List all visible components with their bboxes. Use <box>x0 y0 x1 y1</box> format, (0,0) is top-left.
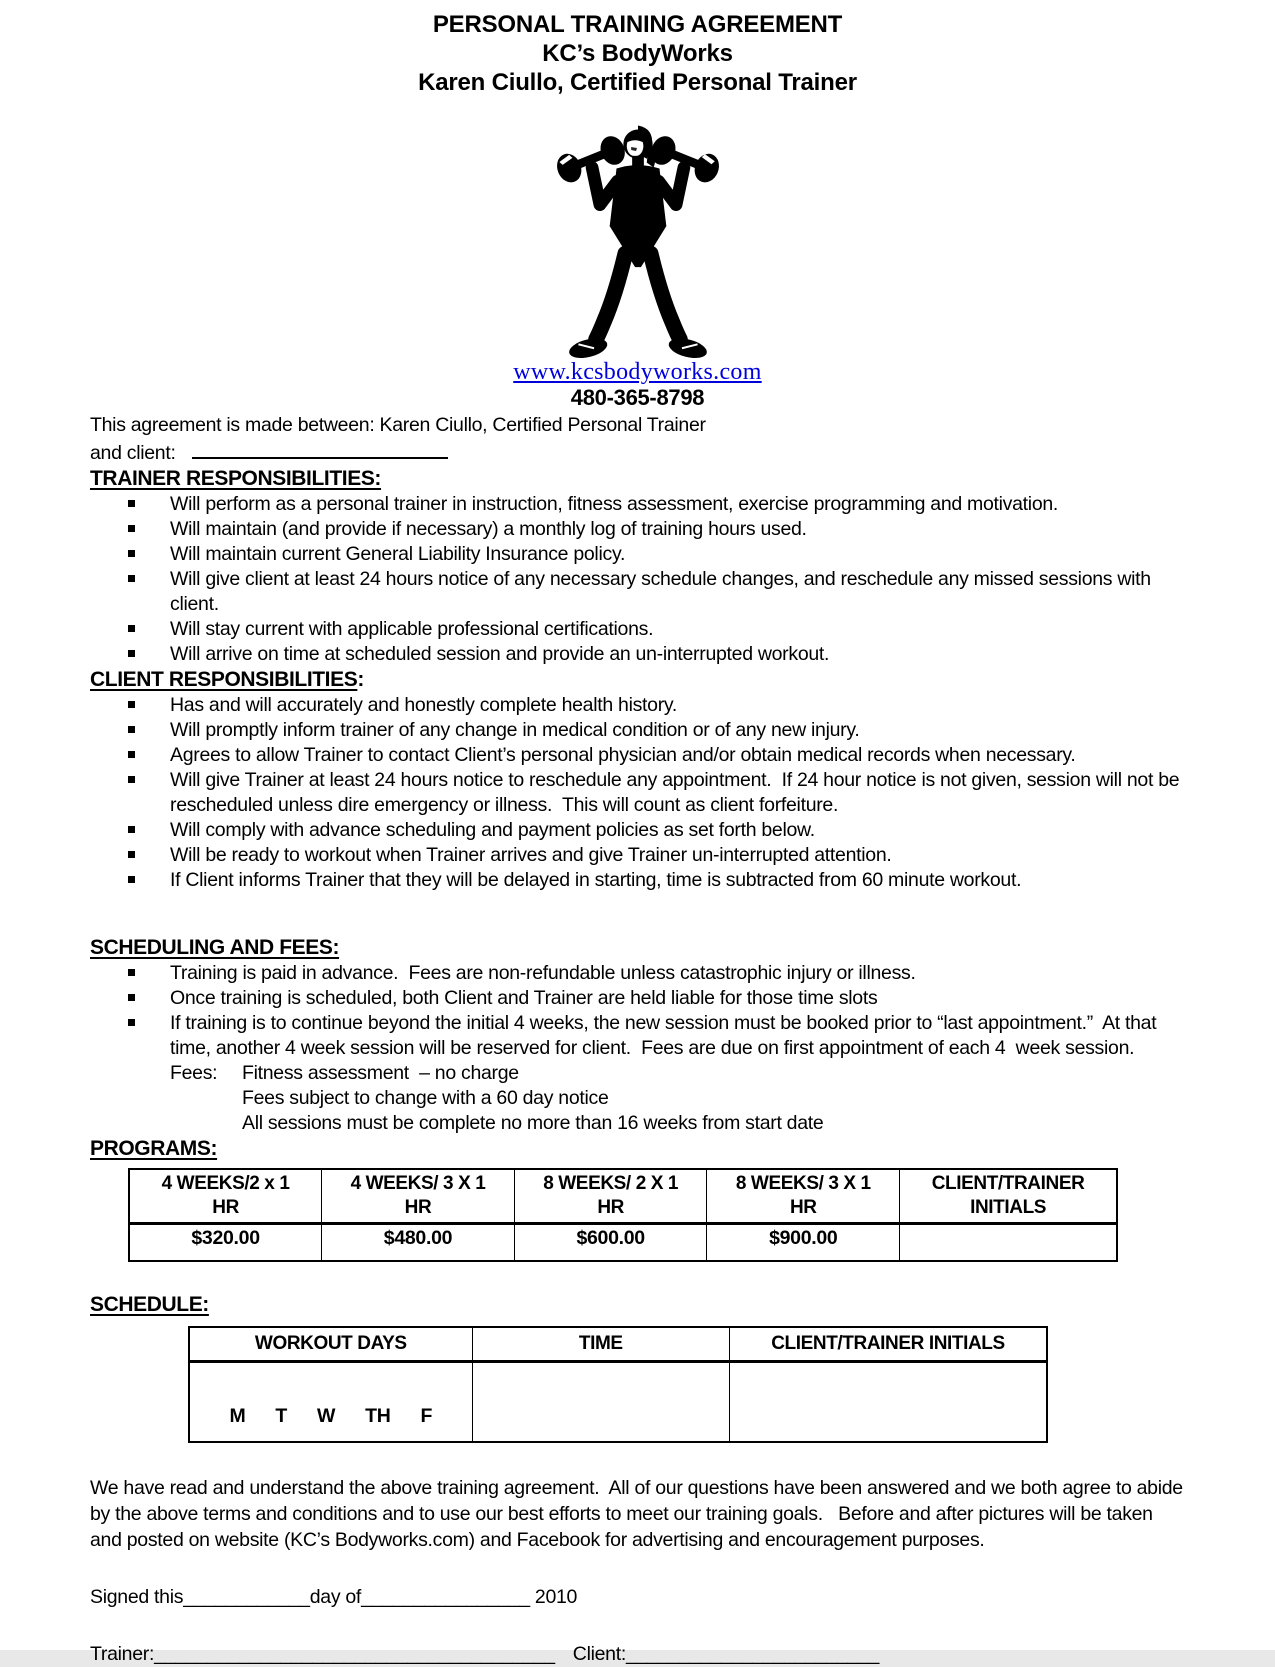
website-link[interactable]: www.kcsbodyworks.com <box>513 359 762 385</box>
square-bullet-icon <box>128 851 135 858</box>
company-name: KC’s BodyWorks <box>542 40 733 67</box>
schedule-header-row <box>189 1327 1047 1362</box>
trainer-signature-label: Trainer: <box>90 1643 155 1665</box>
workout-days-cell <box>189 1362 472 1443</box>
client-name-blank <box>192 438 448 459</box>
square-bullet-icon <box>128 650 135 657</box>
square-bullet-icon <box>128 826 135 833</box>
signed-day-blank: ____________ <box>183 1586 310 1608</box>
day-label: M <box>229 1405 246 1427</box>
schedule-table <box>188 1326 1048 1443</box>
bullet-item: Training is paid in advance. Fees are non-refundable unless catastrophic injury or illness. <box>90 961 1185 986</box>
program-column-header: 4 WEEKS/2 x 1 HR <box>129 1169 322 1224</box>
scheduling-bullet-list <box>90 961 1185 1061</box>
intro-line: This agreement is made between: Karen Ciullo, Certified Personal Trainer <box>90 414 706 436</box>
bullet-item: Will maintain current General Liability Insurance policy. <box>90 542 1185 567</box>
trainer-bullet-list <box>90 492 1185 667</box>
day-label: F <box>420 1405 433 1427</box>
bullet-item: Will be ready to workout when Trainer arrives and give Trainer un-interrupted attention. <box>90 843 1185 868</box>
day-label: W <box>317 1405 336 1427</box>
bullet-item: Agrees to allow Trainer to contact Client’s personal physician and/or obtain medical records when necessary. <box>90 743 1185 768</box>
programs-header-row <box>129 1169 1117 1224</box>
signed-line: Signed this____________day of________________ 2010 <box>90 1586 578 1608</box>
fees-line: All sessions must be complete no more than 16 weeks from start date <box>242 1112 824 1134</box>
fees-block <box>90 1061 1185 1136</box>
program-price-cell: $900.00 <box>707 1224 900 1262</box>
day-label: TH <box>365 1405 391 1427</box>
day-label: T <box>275 1405 288 1427</box>
programs-table <box>128 1168 1118 1262</box>
trainer-name: Karen Ciullo, Certified Personal Trainer <box>418 69 857 96</box>
program-column-header: 4 WEEKS/ 3 X 1 HR <box>322 1169 515 1224</box>
closing-paragraph: We have read and understand the above training agreement. All of our questions have been answered and we both agree to abide by the above terms and conditions and to use our best efforts to meet our training goals. Before and after pictures will be taken and posted on website (KC’s Bodyworks.com) and Facebook for advertising and encouragement purposes. <box>90 1477 1188 1551</box>
fees-line: Fitness assessment – no charge <box>242 1062 519 1084</box>
schedule-entry-row <box>189 1362 1047 1443</box>
square-bullet-icon <box>128 994 135 1001</box>
square-bullet-icon <box>128 500 135 507</box>
signed-month-blank: ________________ <box>361 1586 530 1608</box>
schedule-header-cell: CLIENT/TRAINER INITIALS <box>730 1327 1047 1362</box>
section-heading-scheduling: SCHEDULING AND FEES: <box>90 936 340 959</box>
fees-row <box>170 1061 1185 1086</box>
fees-line: Fees subject to change with a 60 day notice <box>242 1087 609 1109</box>
phone-number: 480-365-8798 <box>570 385 705 410</box>
page-title: PERSONAL TRAINING AGREEMENT <box>432 11 843 38</box>
bullet-item: Has and will accurately and honestly complete health history. <box>90 693 1185 718</box>
signature-line <box>90 1642 1185 1667</box>
bullet-item: Once training is scheduled, both Client and Trainer are held liable for those time slots <box>90 986 1185 1011</box>
square-bullet-icon <box>128 525 135 532</box>
client-bullet-list <box>90 693 1185 893</box>
bullet-item: Will stay current with applicable professional certifications. <box>90 617 1185 642</box>
square-bullet-icon <box>128 625 135 632</box>
section-heading-schedule: SCHEDULE: <box>90 1293 209 1316</box>
program-column-header: 8 WEEKS/ 2 X 1 HR <box>514 1169 707 1224</box>
website-row <box>90 359 1185 385</box>
bullet-item: Will give client at least 24 hours notice of any necessary schedule changes, and reschedule any missed sessions with client. <box>90 567 1185 617</box>
workout-days <box>194 1404 468 1441</box>
schedule-header-cell: WORKOUT DAYS <box>189 1327 472 1362</box>
square-bullet-icon <box>128 1019 135 1026</box>
initials-blank-cell <box>900 1224 1117 1262</box>
client-signature-blank: ________________________ <box>625 1643 880 1665</box>
fees-label: Fees: <box>170 1062 218 1084</box>
square-bullet-icon <box>128 550 135 557</box>
bullet-item: Will give Trainer at least 24 hours notice to reschedule any appointment. If 24 hour notice is not given, session will not be rescheduled unless dire emergency or illness. This will count as client forfeiture. <box>90 768 1185 818</box>
bullet-item: Will promptly inform trainer of any change in medical condition or of any new injury. <box>90 718 1185 743</box>
bullet-item: If Client informs Trainer that they will be delayed in starting, time is subtracted from 60 minute workout. <box>90 868 1185 893</box>
square-bullet-icon <box>128 969 135 976</box>
client-signature-label: Client: <box>572 1643 626 1665</box>
trainer-clipart <box>90 107 1185 359</box>
program-price-cell: $320.00 <box>129 1224 322 1262</box>
client-line <box>90 438 1185 466</box>
bullet-item: Will arrive on time at scheduled session and provide an un-interrupted workout. <box>90 642 1185 667</box>
bullet-item: If training is to continue beyond the initial 4 weeks, the new session must be booked prior to “last appointment.” At that time, another 4 week session will be reserved for client. Fees are due on first appointment of each 4 week session. <box>90 1011 1185 1061</box>
square-bullet-icon <box>128 776 135 783</box>
bullet-item: Will perform as a personal trainer in instruction, fitness assessment, exercise programming and motivation. <box>90 492 1185 517</box>
program-price-cell: $600.00 <box>514 1224 707 1262</box>
woman-dumbbells-icon <box>552 107 724 359</box>
signed-year: 2010 <box>534 1586 578 1608</box>
initials-blank-cell <box>730 1362 1047 1443</box>
square-bullet-icon <box>128 575 135 582</box>
square-bullet-icon <box>128 701 135 708</box>
programs-price-row <box>129 1224 1117 1262</box>
program-column-header: CLIENT/TRAINER INITIALS <box>900 1169 1117 1224</box>
program-column-header: 8 WEEKS/ 3 X 1 HR <box>707 1169 900 1224</box>
program-price-cell: $480.00 <box>322 1224 515 1262</box>
intro-block <box>90 413 1185 466</box>
section-heading-trainer: TRAINER RESPONSIBILITIES: <box>90 467 382 490</box>
trainer-signature-blank: ______________________________________ <box>154 1643 555 1665</box>
square-bullet-icon <box>128 751 135 758</box>
time-blank-cell <box>472 1362 729 1443</box>
section-heading-programs: PROGRAMS: <box>90 1137 218 1160</box>
schedule-header-cell: TIME <box>472 1327 729 1362</box>
bullet-item: Will comply with advance scheduling and payment policies as set forth below. <box>90 818 1185 843</box>
square-bullet-icon <box>128 876 135 883</box>
client-label: and client: <box>90 442 176 464</box>
title-block <box>90 10 1185 97</box>
bullet-item: Will maintain (and provide if necessary) a monthly log of training hours used. <box>90 517 1185 542</box>
section-heading-client: CLIENT RESPONSIBILITIES: <box>90 668 364 691</box>
square-bullet-icon <box>128 726 135 733</box>
